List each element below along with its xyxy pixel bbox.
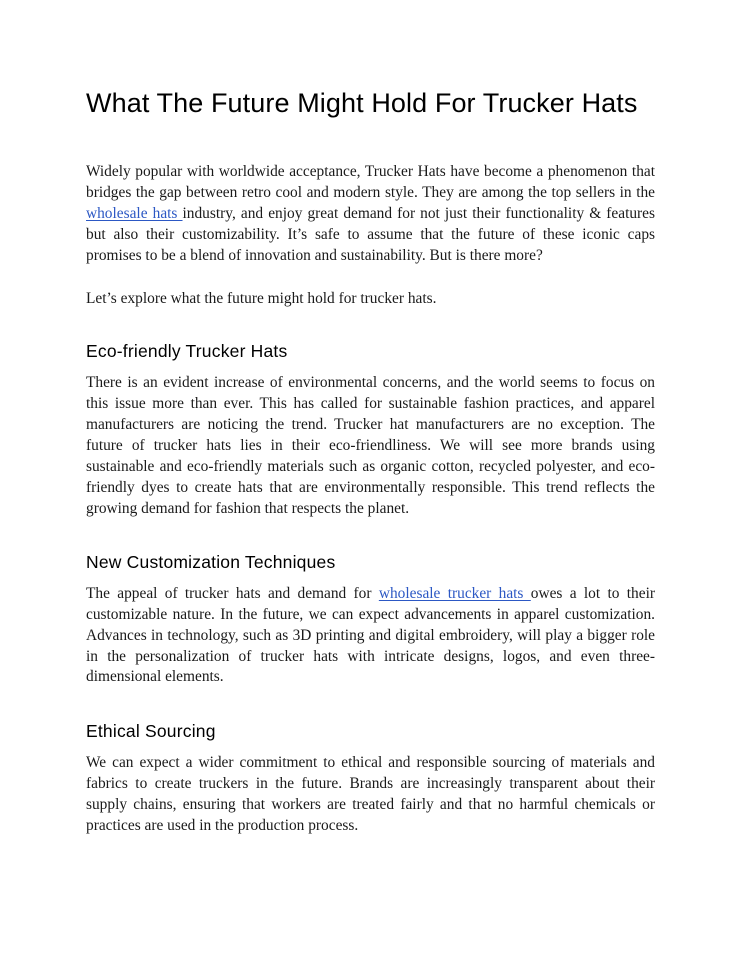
lead-paragraph: Let’s explore what the future might hold for trucker hats. [86,289,437,307]
section-body-eco-friendly: There is an evident increase of environmental concerns, and the world seems to focus on this issue more than ever. This has called for sustainable fashion practices, and apparel manufacturers are noticing the trend. Trucker hat manufacturers are no exception. The future of trucker hats lies in their eco-friendliness. We will see more brands using sustainable and eco-friendly materials such as organic cotton, recycled polyester, and eco-friendly dyes to create hats that are environmentally responsible. This trend reflects the growing demand for fashion that respects the planet. [86,374,655,517]
section-heading-ethical-sourcing: Ethical Sourcing [86,721,216,742]
intro-paragraph [86,162,655,267]
intro-text-before-link: Widely popular with worldwide acceptance, Trucker Hats have become a phenomenon that bridges the gap between retro cool and modern style. They are among the top sellers in the [86,163,655,201]
document-content [86,0,655,837]
customization-text-after-link: owes a lot to their customizable nature. In the future, we can expect advancements in apparel customization. Advances in technology, such as 3D printing and digital embroidery, will play a bigger role in the personalization of trucker hats with intricate designs, logos, and even three-dimensional elements. [86,584,655,686]
customization-text-before-link: The appeal of trucker hats and demand for [86,584,379,602]
wholesale-hats-link[interactable]: wholesale hats [86,204,183,222]
section-body-ethical-sourcing: We can expect a wider commitment to ethical and responsible sourcing of materials and fabrics to create truckers in the future. Brands are increasingly transparent about their supply chains, ensuring that workers are treated fairly and that no harmful chemicals or practices are used in the production process. [86,754,655,835]
wholesale-trucker-hats-link[interactable]: wholesale trucker hats [378,584,531,602]
section-body-new-customization-techniques [86,584,655,689]
page-title: What The Future Might Hold For Trucker Hats [86,88,638,118]
section-heading-new-customization-techniques: New Customization Techniques [86,551,336,572]
intro-text-after-link: industry, and enjoy great demand for not just their functionality & features but also their customizability. It’s safe to assume that the future of these iconic caps promises to be a blend of innovation and sustainability. But is there more? [86,204,656,264]
section-heading-eco-friendly: Eco-friendly Trucker Hats [86,341,288,362]
